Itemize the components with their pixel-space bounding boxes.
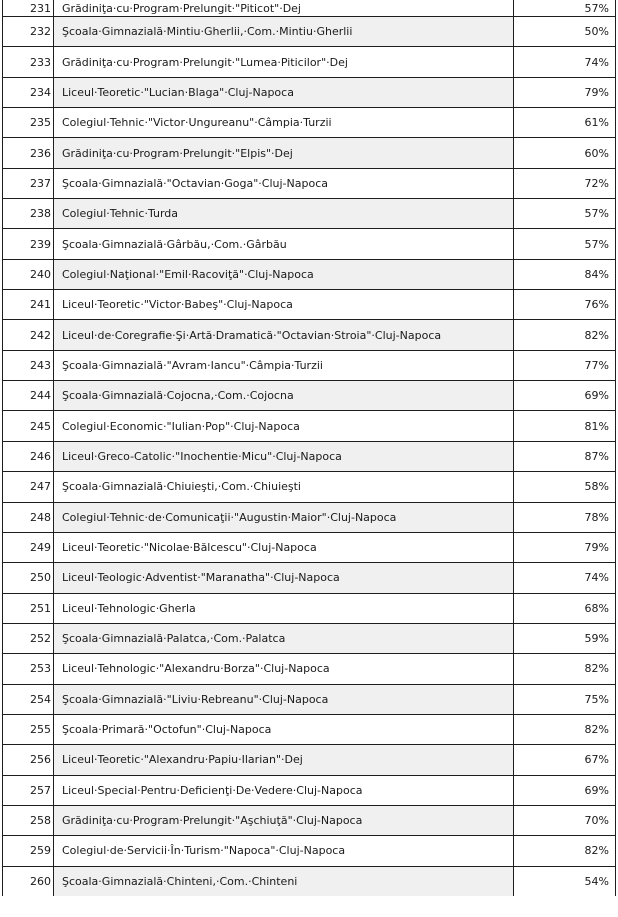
percentage: 70%: [514, 805, 616, 835]
row-number: 235: [3, 108, 54, 138]
table-row: [3, 472, 616, 502]
percentage: 54%: [514, 866, 616, 896]
row-number: 256: [3, 745, 54, 775]
table-row: [3, 259, 616, 289]
percentage: 59%: [514, 623, 616, 653]
percentage: 82%: [514, 320, 616, 350]
percentage: 84%: [514, 259, 616, 289]
table-row: [3, 775, 616, 805]
percentage: 61%: [514, 108, 616, 138]
percentage: 67%: [514, 745, 616, 775]
table-row: [3, 563, 616, 593]
row-number: 253: [3, 654, 54, 684]
percentage: 77%: [514, 350, 616, 380]
row-number: 257: [3, 775, 54, 805]
percentage: 72%: [514, 168, 616, 198]
percentage: 57%: [514, 229, 616, 259]
table-row: [3, 229, 616, 259]
table-row: [3, 138, 616, 168]
row-number: 234: [3, 77, 54, 107]
table-row: [3, 593, 616, 623]
table-row: [3, 623, 616, 653]
percentage: 82%: [514, 654, 616, 684]
row-number: 240: [3, 259, 54, 289]
row-number: 259: [3, 836, 54, 866]
row-number: 250: [3, 563, 54, 593]
percentage: 78%: [514, 502, 616, 532]
school-name: Liceul·Special·Pentru·Deficienţi·De·Vedere·Cluj-Napoca: [54, 775, 514, 805]
percentage: 74%: [514, 47, 616, 77]
table-row: [3, 199, 616, 229]
percentage: 87%: [514, 441, 616, 471]
table-row: [3, 17, 616, 47]
school-name: Şcoala·Primară·"Octofun"·Cluj-Napoca: [54, 714, 514, 744]
table-row: [3, 47, 616, 77]
school-name: Colegiul·Tehnic·"Victor·Ungureanu"·Câmpia·Turzii: [54, 108, 514, 138]
percentage: 82%: [514, 836, 616, 866]
percentage: 79%: [514, 532, 616, 562]
school-name: Şcoala·Gimnazială·"Avram·Iancu"·Câmpia·Turzii: [54, 350, 514, 380]
row-number: 255: [3, 714, 54, 744]
school-name: Liceul·Teoretic·"Victor·Babeş"·Cluj-Napoca: [54, 290, 514, 320]
school-name: Şcoala·Gimnazială·"Liviu·Rebreanu"·Cluj-Napoca: [54, 684, 514, 714]
row-number: 251: [3, 593, 54, 623]
table-row: [3, 290, 616, 320]
row-number: 231: [3, 0, 54, 17]
row-number: 260: [3, 866, 54, 896]
school-name: Liceul·Teoretic·"Lucian·Blaga"·Cluj-Napoca: [54, 77, 514, 107]
row-number: 241: [3, 290, 54, 320]
school-name: Liceul·Greco-Catolic·"Inochentie·Micu"·Cluj-Napoca: [54, 441, 514, 471]
row-number: 247: [3, 472, 54, 502]
school-name: Şcoala·Gimnazială·Mintiu·Gherlii,·Com.·Mintiu·Gherlii: [54, 17, 514, 47]
row-number: 239: [3, 229, 54, 259]
row-number: 258: [3, 805, 54, 835]
school-name: Şcoala·Gimnazială·"Octavian·Goga"·Cluj-Napoca: [54, 168, 514, 198]
table-row: [3, 684, 616, 714]
row-number: 242: [3, 320, 54, 350]
row-number: 233: [3, 47, 54, 77]
table-row: [3, 411, 616, 441]
table-row: [3, 532, 616, 562]
row-number: 246: [3, 441, 54, 471]
percentage: 76%: [514, 290, 616, 320]
school-name: Liceul·Teoretic·"Alexandru·Papiu·Ilarian"·Dej: [54, 745, 514, 775]
table-row: [3, 168, 616, 198]
percentage: 58%: [514, 472, 616, 502]
school-name: Colegiul·Economic·"Iulian·Pop"·Cluj-Napoca: [54, 411, 514, 441]
school-name: Liceul·Teoretic·"Nicolae·Bălcescu"·Cluj-Napoca: [54, 532, 514, 562]
school-name: Grădiniţa·cu·Program·Prelungit·"Lumea·Piticilor"·Dej: [54, 47, 514, 77]
table-row: [3, 381, 616, 411]
row-number: 248: [3, 502, 54, 532]
school-name: Colegiul·Naţional·"Emil·Racoviţă"·Cluj-Napoca: [54, 259, 514, 289]
table-row: [3, 745, 616, 775]
school-name: Liceul·Tehnologic·"Alexandru·Borza"·Cluj-Napoca: [54, 654, 514, 684]
school-name: Colegiul·de·Servicii·În·Turism·"Napoca"·Cluj-Napoca: [54, 836, 514, 866]
percentage: 81%: [514, 411, 616, 441]
percentage: 50%: [514, 17, 616, 47]
row-number: 238: [3, 199, 54, 229]
row-number: 236: [3, 138, 54, 168]
table-body: [3, 0, 616, 896]
table-row: [3, 836, 616, 866]
school-name: Colegiul·Tehnic·Turda: [54, 199, 514, 229]
school-percentage-table: [2, 0, 616, 896]
percentage: 69%: [514, 381, 616, 411]
table-row: [3, 805, 616, 835]
percentage: 68%: [514, 593, 616, 623]
school-name: Şcoala·Gimnazială·Chinteni,·Com.·Chinteni: [54, 866, 514, 896]
percentage: 79%: [514, 77, 616, 107]
row-number: 237: [3, 168, 54, 198]
table-row: [3, 320, 616, 350]
percentage: 74%: [514, 563, 616, 593]
percentage: 57%: [514, 0, 616, 17]
table-row: [3, 77, 616, 107]
row-number: 232: [3, 17, 54, 47]
percentage: 75%: [514, 684, 616, 714]
school-name: Colegiul·Tehnic·de·Comunicaţii·"Augustin·Maior"·Cluj-Napoca: [54, 502, 514, 532]
percentage: 60%: [514, 138, 616, 168]
table-row: [3, 866, 616, 896]
school-name: Grădiniţa·cu·Program·Prelungit·"Aşchiuţă"·Cluj-Napoca: [54, 805, 514, 835]
school-name: Liceul·Tehnologic·Gherla: [54, 593, 514, 623]
row-number: 252: [3, 623, 54, 653]
table-row: [3, 350, 616, 380]
row-number: 245: [3, 411, 54, 441]
row-number: 254: [3, 684, 54, 714]
school-name: Şcoala·Gimnazială·Palatca,·Com.·Palatca: [54, 623, 514, 653]
school-name: Grădiniţa·cu·Program·Prelungit·"Piticot"·Dej: [54, 0, 514, 17]
row-number: 249: [3, 532, 54, 562]
school-name: Şcoala·Gimnazială·Cojocna,·Com.·Cojocna: [54, 381, 514, 411]
table-row: [3, 441, 616, 471]
school-name: Şcoala·Gimnazială·Gârbău,·Com.·Gârbău: [54, 229, 514, 259]
school-name: Liceul·Teologic·Adventist·"Maranatha"·Cluj-Napoca: [54, 563, 514, 593]
table-row: [3, 0, 616, 17]
table-row: [3, 108, 616, 138]
table-row: [3, 714, 616, 744]
school-name: Liceul·de·Coregrafie·Şi·Artă·Dramatică·"Octavian·Stroia"·Cluj-Napoca: [54, 320, 514, 350]
percentage: 82%: [514, 714, 616, 744]
table-row: [3, 502, 616, 532]
percentage: 69%: [514, 775, 616, 805]
row-number: 243: [3, 350, 54, 380]
percentage: 57%: [514, 199, 616, 229]
table-row: [3, 654, 616, 684]
school-name: Şcoala·Gimnazială·Chiuieşti,·Com.·Chiuieşti: [54, 472, 514, 502]
row-number: 244: [3, 381, 54, 411]
school-name: Grădiniţa·cu·Program·Prelungit·"Elpis"·Dej: [54, 138, 514, 168]
